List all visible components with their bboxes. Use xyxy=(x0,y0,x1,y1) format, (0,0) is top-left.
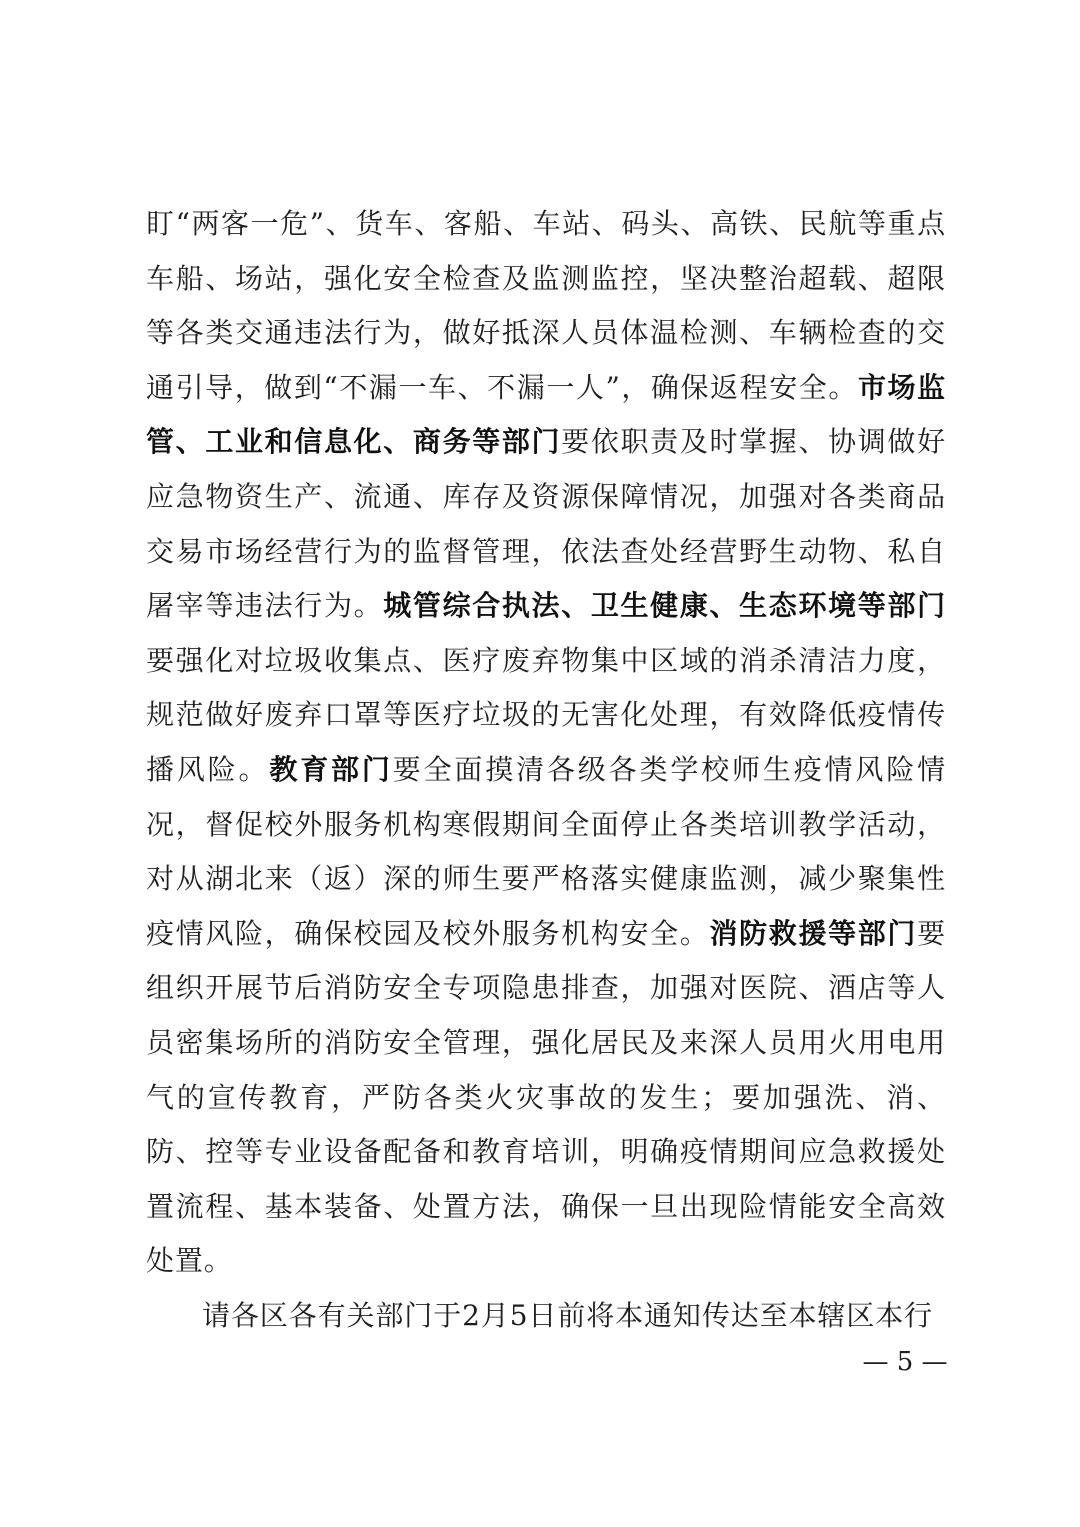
paragraph-1-text-2: 要依职责及时掌握、协调做好应急物资生产、流通、库存及资源保障情况，加强对各类商品交易市场经营行为的监督管理，依法查处经营野生动物、私自屠宰等违法行为。 xyxy=(146,425,946,623)
paragraph-2: 请各区各有关部门于2月5日前将本通知传达至本辖区本行 xyxy=(202,1298,934,1332)
paragraph-1-text-1: 盯“两客一危”、货车、客船、车站、码头、高铁、民航等重点车船、场站，强化安全检查及监测监控，坚决整治超载、超限等各类交通违法行为，做好抵深人员体温检测、车辆检查的交通引导，做到“不漏一车、不漏一人”，确保返程安全。 xyxy=(146,207,946,404)
paragraph-1-text-3: 要强化对垃圾收集点、医疗废弃物集中区域的消杀清洁力度，规范做好废弃口罩等医疗垃圾的无害化处理，有效降低疫情传播风险。 xyxy=(146,643,946,786)
bold-departments-market: 市场监管、工业和信息化、商务等部门 xyxy=(146,370,946,459)
paragraph-1 xyxy=(146,197,946,1289)
paragraph-1-text-5: 要组织开展节后消防安全专项隐患排查，加强对医院、酒店等人员密集场所的消防安全管理，强化居民及来深人员用火用电用气的宣传教育，严防各类火灾事故的发生；要加强洗、消、防、控等专业设备配备和教育培训，明确疫情期间应急救援处置流程、基本装备、处置方法，确保一旦出现险情能安全高效处置。 xyxy=(146,916,946,1278)
bold-departments-fire: 消防救援等部门 xyxy=(709,916,918,950)
body-text xyxy=(146,197,946,1343)
bold-department-education: 教育部门 xyxy=(269,752,393,786)
bold-departments-urban: 城管综合执法、卫生健康、生态环境等部门 xyxy=(383,589,946,623)
page-number: — 5 — xyxy=(862,1347,948,1377)
paragraph-1-text-4: 要全面摸清各级各类学校师生疫情风险情况，督促校外服务机构寒假期间全面停止各类培训教学活动，对从湖北来（返）深的师生要严格落实健康监测，减少聚集性疫情风险，确保校园及校外服务机构安全。 xyxy=(146,752,946,950)
